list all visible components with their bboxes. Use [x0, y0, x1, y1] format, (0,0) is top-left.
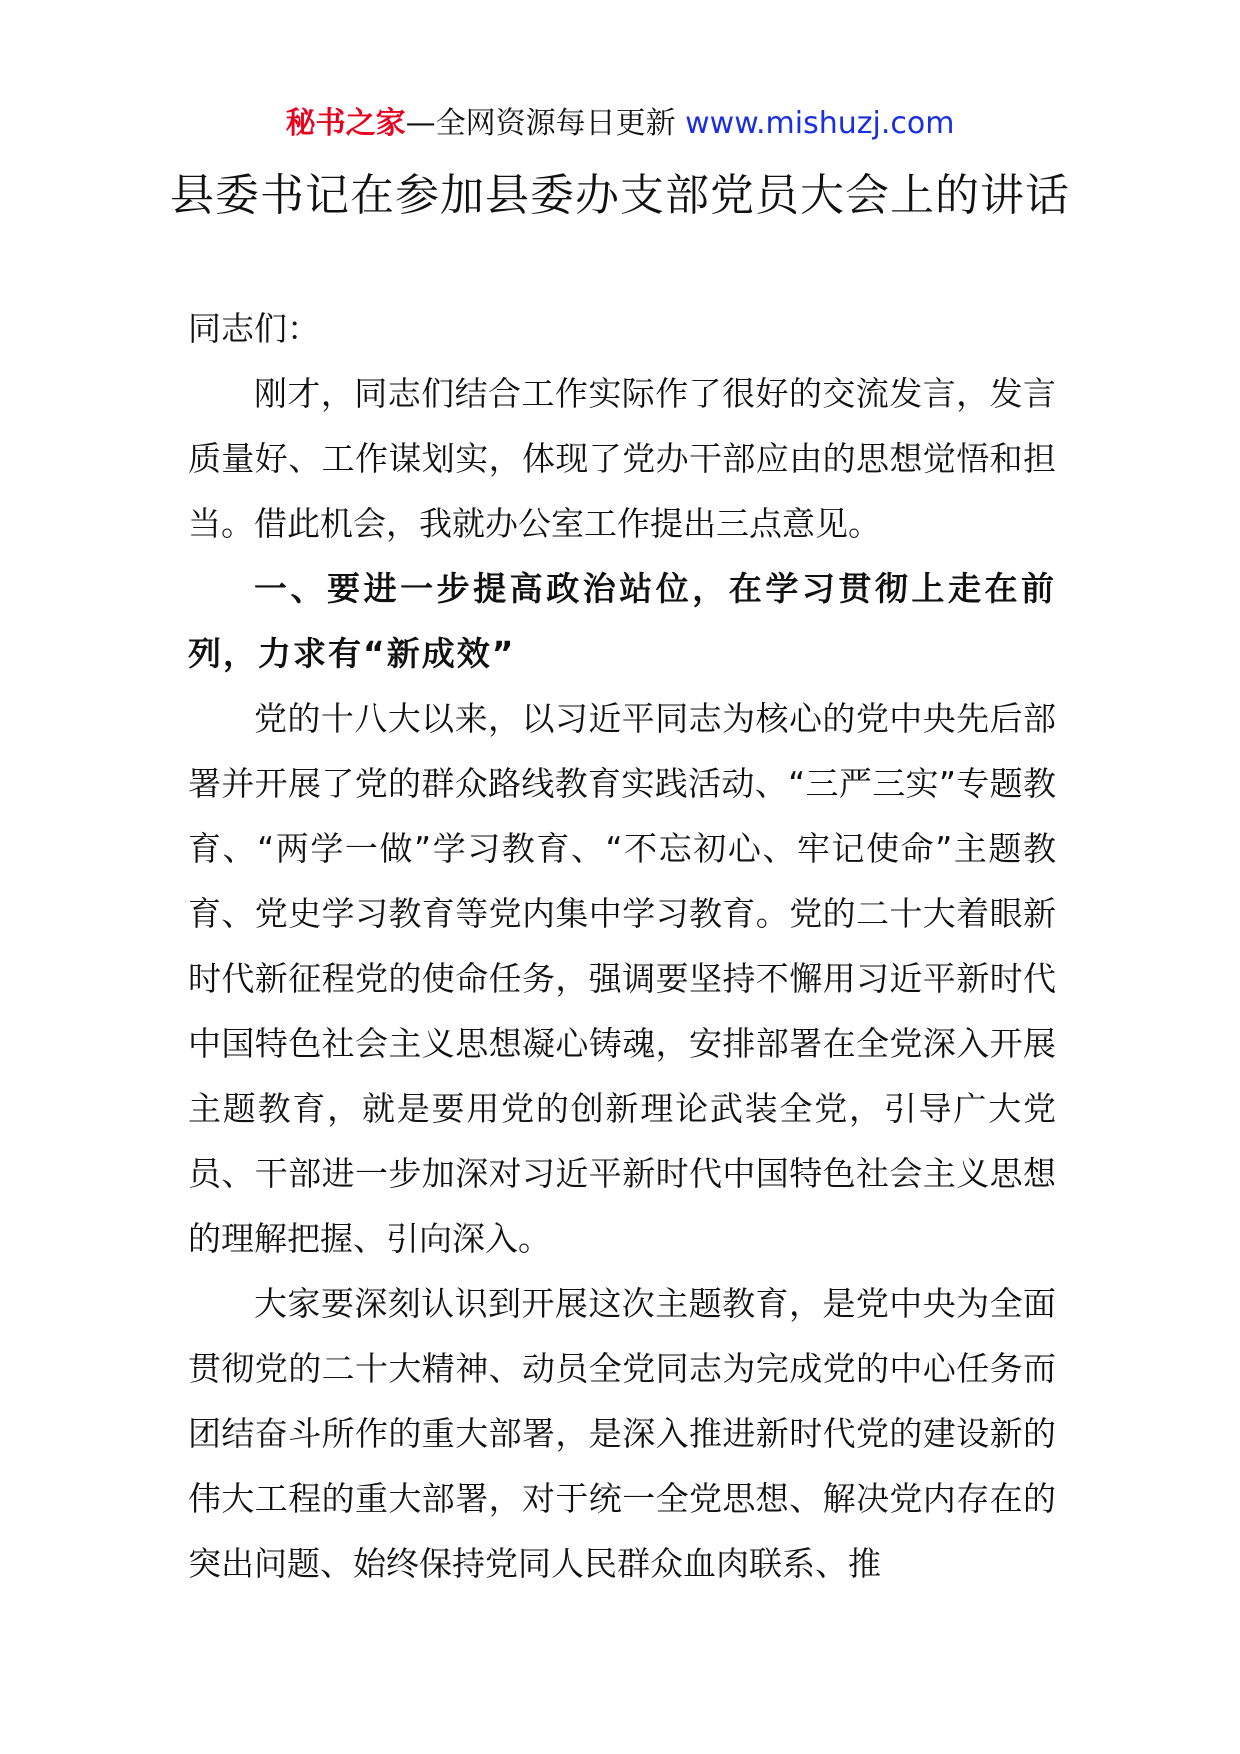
paragraph-body-2: 大家要深刻认识到开展这次主题教育，是党中央为全面贯彻党的二十大精神、动员全党同志为完成党的中心任务而团结奋斗所作的重大部署，是深入推进新时代党的建设新的伟大工程的重大部署，对于统一全党思想、解决党内存在的突出问题、始终保持党同人民群众血肉联系、推 — [188, 1284, 1056, 1583]
site-banner — [0, 102, 1240, 146]
banner-tagline: —全网资源每日更新 — [405, 106, 686, 141]
paragraph-body-1: 党的十八大以来，以习近平同志为核心的党中央先后部署并开展了党的群众路线教育实践活动、“三严三实”专题教育、“两学一做”学习教育、“不忘初心、牢记使命”主题教育、党史学习教育等党内集中学习教育。党的二十大着眼新时代新征程党的使命任务，强调要坚持不懈用习近平新时代中国特色社会主义思想凝心铸魂，安排部署在全党深入开展主题教育，就是要用党的创新理论武装全党，引导广大党员、干部进一步加深对习近平新时代中国特色社会主义思想的理解把握、引向深入。 — [188, 699, 1056, 1258]
brand-name: 秘书之家 — [285, 106, 406, 141]
site-url-link[interactable]: www.mishuzj.com — [685, 106, 955, 141]
section-heading-1: 一、要进一步提高政治站位，在学习贯彻上走在前列，力求有“新成效” — [188, 569, 1056, 673]
paragraph-intro: 刚才，同志们结合工作实际作了很好的交流发言，发言质量好、工作谋划实，体现了党办干部应由的思想觉悟和担当。借此机会，我就办公室工作提出三点意见。 — [188, 374, 1056, 543]
document-title: 县委书记在参加县委办支部党员大会上的讲话 — [170, 170, 1070, 221]
salutation: 同志们： — [188, 309, 320, 348]
document-body — [188, 296, 1056, 1596]
